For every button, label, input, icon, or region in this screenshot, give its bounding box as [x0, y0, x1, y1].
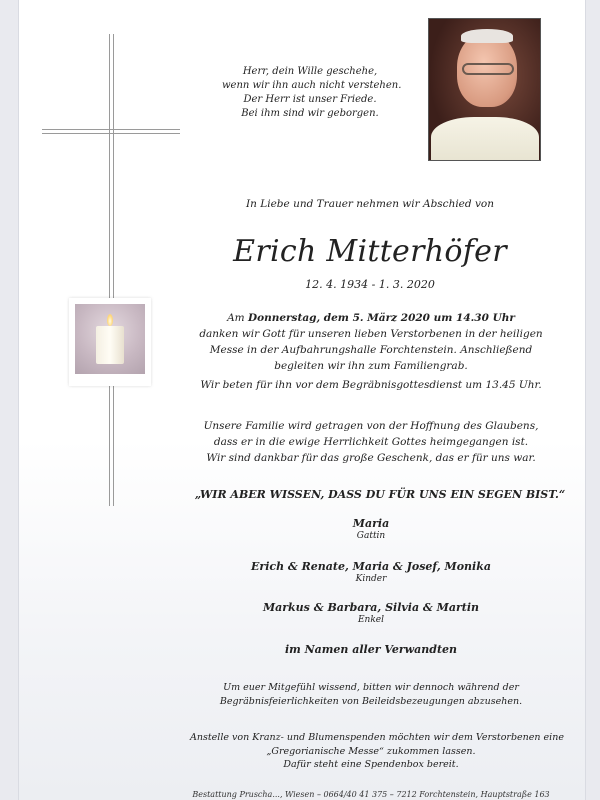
- verse-line: wenn wir ihn auch nicht verstehen.: [222, 80, 402, 91]
- verse-line: Herr, dein Wille geschehe,: [242, 66, 378, 77]
- prayer-announcement: Wir beten für ihn vor dem Begräbnisgottesdienst um 13.45 Uhr.: [200, 379, 542, 391]
- candle-image: [69, 298, 151, 386]
- mourner-names: Markus & Barbara, Silvia & Martin: [262, 601, 480, 614]
- intro-line: In Liebe und Trauer nehmen wir Abschied von: [246, 198, 494, 210]
- mourner-names: Maria: [352, 517, 390, 530]
- portrait-glasses: [462, 63, 514, 75]
- mourner-role: Enkel: [357, 615, 385, 625]
- deceased-name: Erich Mitterhöfer: [233, 234, 507, 269]
- mass-announcement: Am Donnerstag, dem 5. März 2020 um 14.30 Uhr danken wir Gott für unseren lieben Verstorbenen in der heiligen Messe in der Aufbahrungshalle Forchtenstein. Anschließend begleiten wir ihn zum Familiengrab.: [190, 310, 552, 374]
- funeral-home-footer: Bestattung Pruscha..., Wiesen – 0664/40 41 375 – 7212 Forchtenstein, Hauptstraße 163: [192, 790, 550, 799]
- bible-verse: [222, 65, 402, 121]
- faith-line: dass er in die ewige Herrlichkeit Gottes heimgegangen ist.: [213, 436, 529, 448]
- mourner-names: Erich & Renate, Maria & Josef, Monika: [251, 560, 491, 573]
- portrait-hair: [461, 29, 513, 43]
- motto-quote: „WIR ABER WISSEN, DASS DU FÜR UNS EIN SEGEN BIST.“: [194, 488, 566, 501]
- mourner-group: [190, 560, 552, 584]
- mass-line: begleiten wir ihn zum Familiengrab.: [274, 360, 468, 372]
- candle-icon: [96, 326, 124, 364]
- faith-line: Unsere Familie wird getragen von der Hoffnung des Glaubens,: [203, 420, 539, 432]
- mourner-role: Kinder: [355, 574, 387, 584]
- life-dates: 12. 4. 1934 - 1. 3. 2020: [305, 278, 435, 291]
- condolence-note: Um euer Mitgefühl wissend, bitten wir dennoch während der Begräbnisfeierlichkeiten von Beileidsbezeugungen abzusehen.: [219, 682, 523, 707]
- verse-line: Bei ihm sind wir geborgen.: [241, 108, 379, 119]
- mass-date: Donnerstag, dem 5. März 2020 um 14.30 Uhr: [247, 312, 515, 324]
- relatives-line: im Namen aller Verwandten: [284, 643, 458, 656]
- mass-line: Messe in der Aufbahrungshalle Forchtenstein. Anschließend: [209, 344, 533, 356]
- candle-background: [75, 304, 145, 374]
- verse-line: Der Herr ist unser Friede.: [243, 94, 377, 105]
- mourner-group: [190, 601, 552, 625]
- cross-horizontal-bar: [42, 129, 180, 134]
- cross-vertical-bar: [109, 34, 114, 506]
- portrait-shirt: [431, 117, 539, 161]
- faith-line: Wir sind dankbar für das große Geschenk, das er für uns war.: [206, 452, 536, 464]
- mourner-group: [190, 517, 552, 541]
- portrait-photo: [428, 18, 541, 161]
- mourner-role: Gattin: [356, 531, 386, 541]
- mass-line: danken wir Gott für unseren lieben Verstorbenen in der heiligen: [199, 328, 543, 340]
- faith-paragraph: [190, 418, 552, 466]
- candle-flame-icon: [107, 314, 113, 326]
- donation-note: Anstelle von Kranz- und Blumenspenden möchten wir dem Verstorbenen eine „Gregorianische Messe“ zukommen lassen. Dafür steht eine Spendenbox bereit.: [190, 732, 564, 770]
